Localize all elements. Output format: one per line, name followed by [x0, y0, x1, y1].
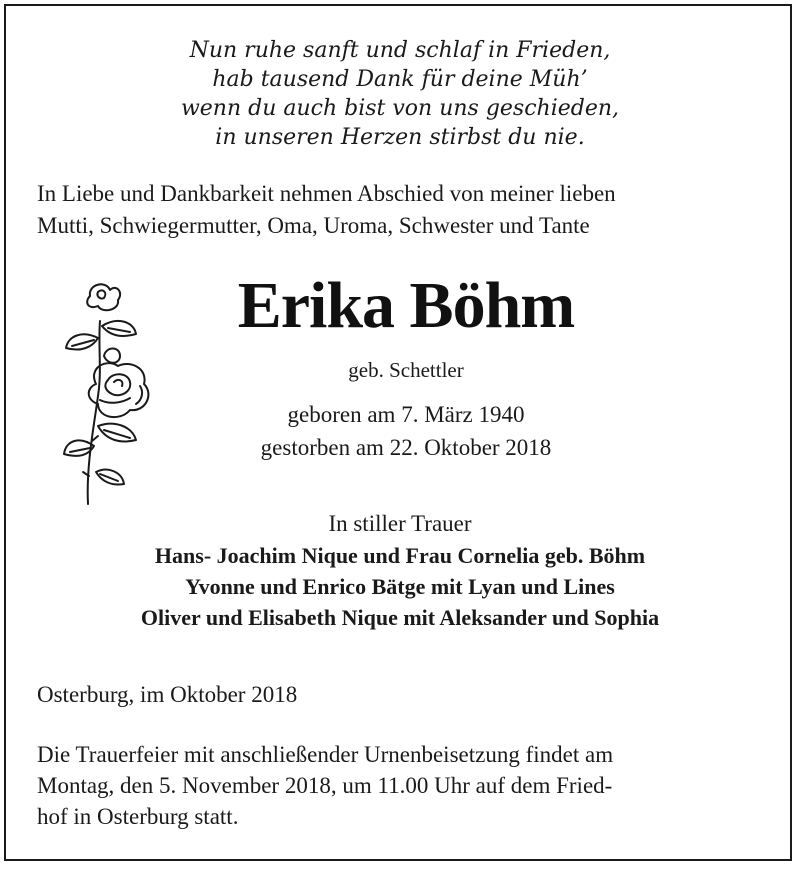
birth-date: geboren am 7. März 1940 — [287, 402, 525, 427]
mourner-line: Yvonne und Enrico Bätge mit Lyan und Lines — [185, 574, 615, 599]
service-info — [37, 739, 777, 832]
life-dates — [176, 398, 636, 464]
mourner-line: Hans- Joachim Nique und Frau Cornelia geb. Böhm — [154, 543, 646, 568]
mourning-heading: In stiller Trauer — [328, 511, 472, 536]
poem-line: wenn du auch bist von uns geschieden, — [180, 96, 620, 121]
intro-line: In Liebe und Dankbarkeit nehmen Abschied von meiner lieben — [37, 181, 616, 206]
deceased-name: Erika Böhm — [237, 269, 575, 342]
service-line: Die Trauerfeier mit anschließender Urnenbeisetzung findet am — [37, 742, 614, 767]
rose-icon — [58, 276, 168, 506]
death-date: gestorben am 22. Oktober 2018 — [260, 435, 552, 460]
obituary-notice — [4, 4, 792, 861]
poem-line: Nun ruhe sanft und schlaf in Frieden, — [189, 38, 611, 63]
intro-line: Mutti, Schwiegermutter, Oma, Uroma, Schwester und Tante — [37, 213, 590, 238]
mourners-list — [6, 540, 794, 633]
service-line: hof in Osterburg statt. — [37, 804, 239, 829]
mourner-line: Oliver und Elisabeth Nique mit Aleksander und Sophia — [140, 605, 660, 630]
intro-text — [37, 178, 777, 242]
maiden-name: geb. Schettler — [348, 358, 464, 382]
poem-line: hab tausend Dank für deine Müh’ — [212, 67, 588, 92]
poem — [6, 36, 794, 152]
poem-line: in unseren Herzen stirbst du nie. — [215, 125, 585, 150]
service-line: Montag, den 5. November 2018, um 11.00 Uhr auf dem Fried- — [37, 773, 613, 798]
place-date: Osterburg, im Oktober 2018 — [37, 682, 298, 707]
